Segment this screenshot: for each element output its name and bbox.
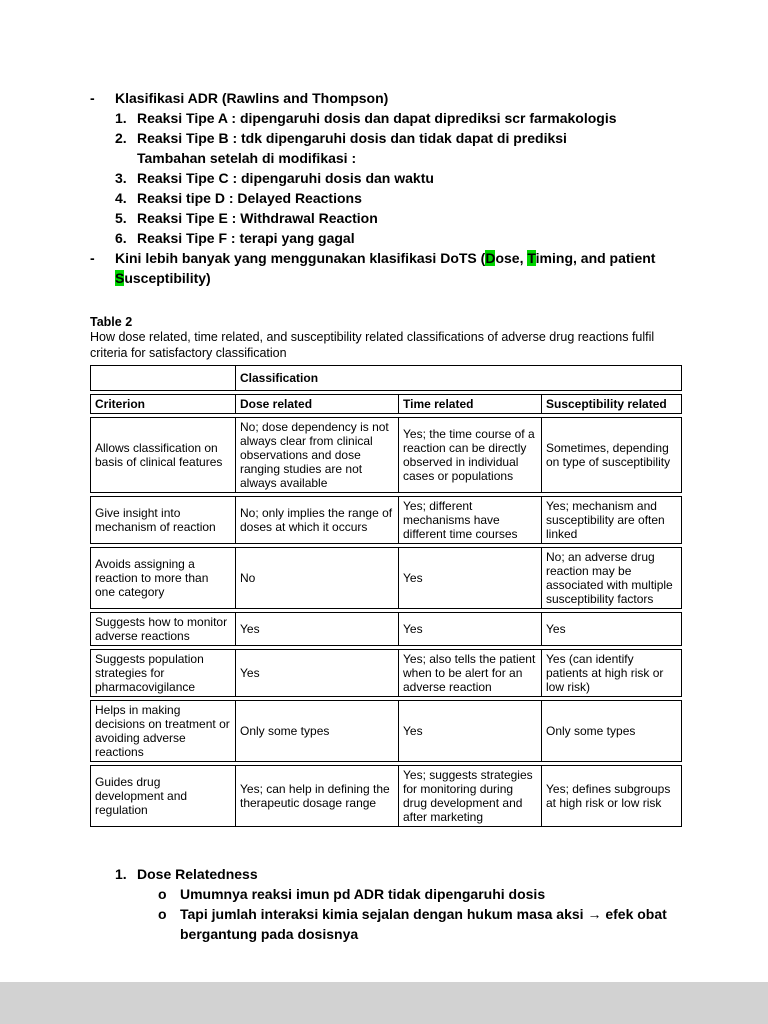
item-number: 1. [115, 866, 127, 882]
dots-text: usceptibility) [124, 270, 211, 286]
column-header: Susceptibility related [542, 394, 682, 414]
table-row [90, 612, 682, 646]
table-cell: Yes; also tells the patient when to be alert for an adverse reaction [399, 649, 542, 697]
table-section [90, 314, 680, 830]
item-text: Tambahan setelah di modifikasi : [137, 150, 357, 166]
table-cell: Suggests population strategies for pharmacovigilance [90, 649, 236, 697]
table-row [90, 765, 682, 827]
dots-prefix: Kini lebih banyak yang menggunakan klasifikasi DoTS ( [115, 250, 486, 266]
table-cell: Yes; different mechanisms have different time courses [399, 496, 542, 544]
sub-bullet-marker: o [158, 886, 167, 902]
table-cell: No [236, 547, 399, 609]
note-text: Klasifikasi ADR (Rawlins and Thompson) [115, 90, 389, 106]
item-text: Reaksi Tipe F : terapi yang gagal [137, 230, 355, 246]
table-cell: Yes; suggests strategies for monitoring during drug development and after marketing [399, 765, 542, 827]
table-cell: Yes [236, 612, 399, 646]
table-cell: Helps in making decisions on treatment or avoiding adverse reactions [90, 700, 236, 762]
table-header-row [90, 394, 682, 414]
table-cell: No; dose dependency is not always clear from clinical observations and dose ranging studies are not always available [236, 417, 399, 493]
column-header: Dose related [236, 394, 399, 414]
table-cell: Yes [399, 612, 542, 646]
dose-relatedness-heading: Dose Relatedness [137, 866, 258, 882]
dose-relatedness-section [115, 864, 680, 944]
empty-header-cell [90, 365, 236, 391]
table-span-header-row [90, 365, 682, 391]
table-cell: Guides drug development and regulation [90, 765, 236, 827]
highlighted-letter-s: S [115, 270, 125, 286]
list-item [115, 148, 680, 168]
column-header: Time related [399, 394, 542, 414]
table-label: Table 2 [90, 315, 133, 329]
table-cell: Yes [399, 547, 542, 609]
item-number: 1. [115, 110, 127, 126]
item-number: 5. [115, 210, 127, 226]
table-row [90, 700, 682, 762]
table-cell: Only some types [542, 700, 682, 762]
table-span-header: Classification [236, 365, 682, 391]
highlighted-letter-d: D [485, 250, 496, 266]
table-cell: Only some types [236, 700, 399, 762]
item-text: Reaksi Tipe A : dipengaruhi dosis dan dapat diprediksi scr farmakologis [137, 110, 617, 126]
table-row [90, 547, 682, 609]
bullet-marker: - [90, 90, 95, 106]
list-item [115, 168, 680, 188]
table-cell: Yes; the time course of a reaction can be directly observed in individual cases or populations [399, 417, 542, 493]
table-cell: No; only implies the range of doses at which it occurs [236, 496, 399, 544]
list-item [115, 108, 680, 128]
sub-bullet-marker: o [158, 906, 167, 922]
list-item [115, 128, 680, 148]
bullet-marker: - [90, 250, 95, 266]
table-cell: Yes (can identify patients at high risk or low risk) [542, 649, 682, 697]
list-item [90, 88, 680, 108]
table-row [90, 496, 682, 544]
table-cell: Sometimes, depending on type of susceptibility [542, 417, 682, 493]
list-item [115, 188, 680, 208]
table-row [90, 417, 682, 493]
table-caption: How dose related, time related, and susceptibility related classifications of adverse drug reactions fulfil criteria for satisfactory classification [90, 330, 655, 360]
table-cell: Yes; defines subgroups at high risk or low risk [542, 765, 682, 827]
highlighted-letter-t: T [527, 250, 536, 266]
item-text: Reaksi Tipe B : tdk dipengaruhi dosis dan tidak dapat di prediksi [137, 130, 567, 146]
table-row [90, 649, 682, 697]
list-item [115, 208, 680, 228]
column-header: Criterion [90, 394, 236, 414]
list-item [115, 228, 680, 248]
notes-list [90, 88, 680, 288]
classification-table [90, 362, 682, 830]
list-item-dots [90, 248, 680, 288]
item-number: 6. [115, 230, 127, 246]
dots-line [115, 248, 680, 288]
table-cell: Allows classification on basis of clinical features [90, 417, 236, 493]
table-cell: Yes; mechanism and susceptibility are often linked [542, 496, 682, 544]
table-cell: Avoids assigning a reaction to more than one category [90, 547, 236, 609]
item-text: Reaksi Tipe E : Withdrawal Reaction [137, 210, 378, 226]
table-cell: Yes; can help in defining the therapeutic dosage range [236, 765, 399, 827]
table-cell: No; an adverse drug reaction may be associated with multiple susceptibility factors [542, 547, 682, 609]
sub-list [158, 884, 680, 944]
item-text: Reaksi Tipe C : dipengaruhi dosis dan waktu [137, 170, 434, 186]
sub-list-item [158, 884, 680, 904]
item-number: 4. [115, 190, 127, 206]
table-cell: Yes [399, 700, 542, 762]
numbered-list [115, 108, 680, 248]
sub-list-item [158, 904, 680, 944]
item-text: Reaksi tipe D : Delayed Reactions [137, 190, 362, 206]
dots-text: ose, [495, 250, 528, 266]
sub-item-text: Umumnya reaksi imun pd ADR tidak dipengaruhi dosis [180, 886, 546, 902]
list-item [115, 864, 680, 884]
sub-item-text: Tapi jumlah interaksi kimia sejalan dengan hukum masa aksi → efek obat bergantung pada dosisnya [180, 906, 667, 942]
dots-text: iming, and patient [535, 250, 656, 266]
table-cell: Suggests how to monitor adverse reactions [90, 612, 236, 646]
item-number: 2. [115, 130, 127, 146]
table-cell: Yes [236, 649, 399, 697]
item-number: 3. [115, 170, 127, 186]
table-cell: Give insight into mechanism of reaction [90, 496, 236, 544]
table-cell: Yes [542, 612, 682, 646]
